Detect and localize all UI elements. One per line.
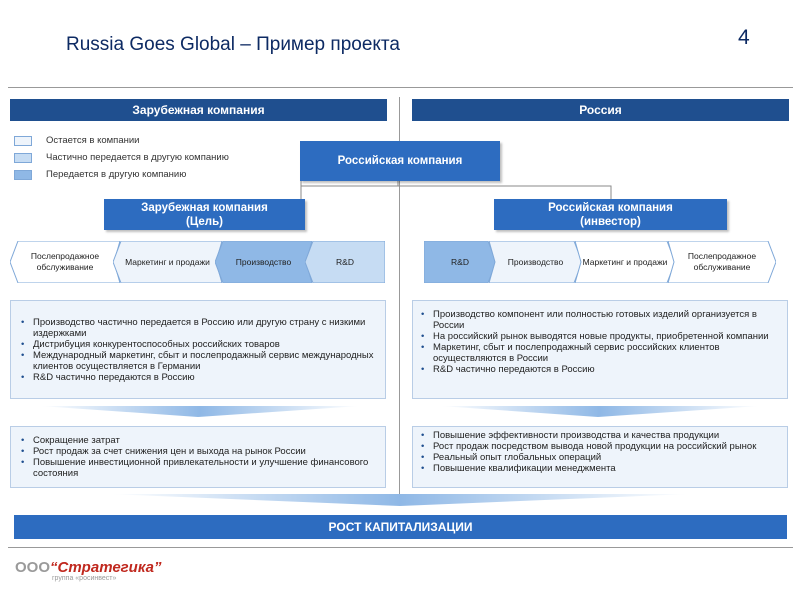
left-chain-label: Маркетинг и продажи	[125, 256, 210, 267]
logo-name: “Стратегика”	[50, 559, 162, 576]
capitalization-banner: РОСТ КАПИТАЛИЗАЦИИ	[14, 515, 787, 539]
bottom-down-arrow	[110, 494, 690, 506]
list-item: • Рост продаж посредством вывода новой продукции на российский рынок	[433, 442, 781, 453]
legend-label: Передается в другую компанию	[46, 169, 187, 180]
right-chain-label: Маркетинг и продажи	[582, 256, 668, 267]
list-item: • Рост продаж за счет снижения цен и выхода на рынок России	[33, 447, 379, 458]
legend-label: Остается в компании	[46, 135, 140, 146]
list-item: • Международный маркетинг, сбыт и послепродажный сервис международных клиентов осуществляется в Германии	[33, 351, 379, 373]
list-item: • Повышение эффективности производства и качества продукции	[433, 431, 781, 442]
list-item: • Повышение квалификации менеджмента	[433, 464, 781, 475]
right-chain-label: Послепродажное обслуживание	[687, 251, 757, 272]
legend-label: Частично передается в другую компанию	[46, 152, 229, 163]
right-benefits-panel	[412, 426, 788, 488]
list-item: • Реальный опыт глобальных операций	[433, 453, 781, 464]
target-company-line1: Зарубежная компания	[141, 201, 268, 214]
logo-tagline: группа «росинвест»	[52, 575, 117, 582]
list-item: • На российский рынок выводятся новые продукты, приобретенной компании	[433, 332, 781, 343]
foreign-company-header: Зарубежная компания	[10, 99, 387, 121]
target-company-line2: (Цель)	[186, 215, 223, 228]
list-item: • Сокращение затрат	[33, 436, 379, 447]
list-item: • R&D частично передаются в Россию	[433, 365, 781, 376]
left-chain-label: R&D	[336, 256, 354, 267]
list-item: • R&D частично передаются в Россию	[33, 373, 379, 384]
list-item: • Производство компонент или полностью готовых изделий организуется в России	[433, 310, 781, 332]
logo-prefix: ООО	[15, 559, 51, 576]
page-number: 4	[738, 26, 750, 49]
right-chain-label: Производство	[507, 256, 564, 267]
company-logo	[15, 559, 161, 576]
investor-company-line2: (инвестор)	[580, 215, 641, 228]
left-benefits-panel	[10, 426, 386, 488]
right-down-arrow	[440, 406, 760, 417]
footer-divider	[8, 547, 793, 548]
list-item: • Дистрибуция конкурентоспособных российских товаров	[33, 340, 379, 351]
left-chain-label: Производство	[235, 256, 292, 267]
left-down-arrow	[40, 406, 360, 417]
investor-company-line1: Российская компания	[548, 201, 673, 214]
list-item: • Повышение инвестиционной привлекательности и улучшение финансового состояния	[33, 458, 379, 480]
list-item: • Производство частично передается в Россию или другую страну с низкими издержками	[33, 318, 379, 340]
russia-header: Россия	[412, 99, 789, 121]
page-title: Russia Goes Global – Пример проекта	[66, 34, 400, 55]
left-chain-label: Послепродажное обслуживание	[30, 251, 100, 272]
right-chain-label: R&D	[451, 256, 469, 267]
list-item: • Маркетинг, сбыт и послепродажный сервис российских клиентов осуществляются в России	[433, 343, 781, 365]
russian-company-box: Российская компания	[300, 141, 500, 181]
